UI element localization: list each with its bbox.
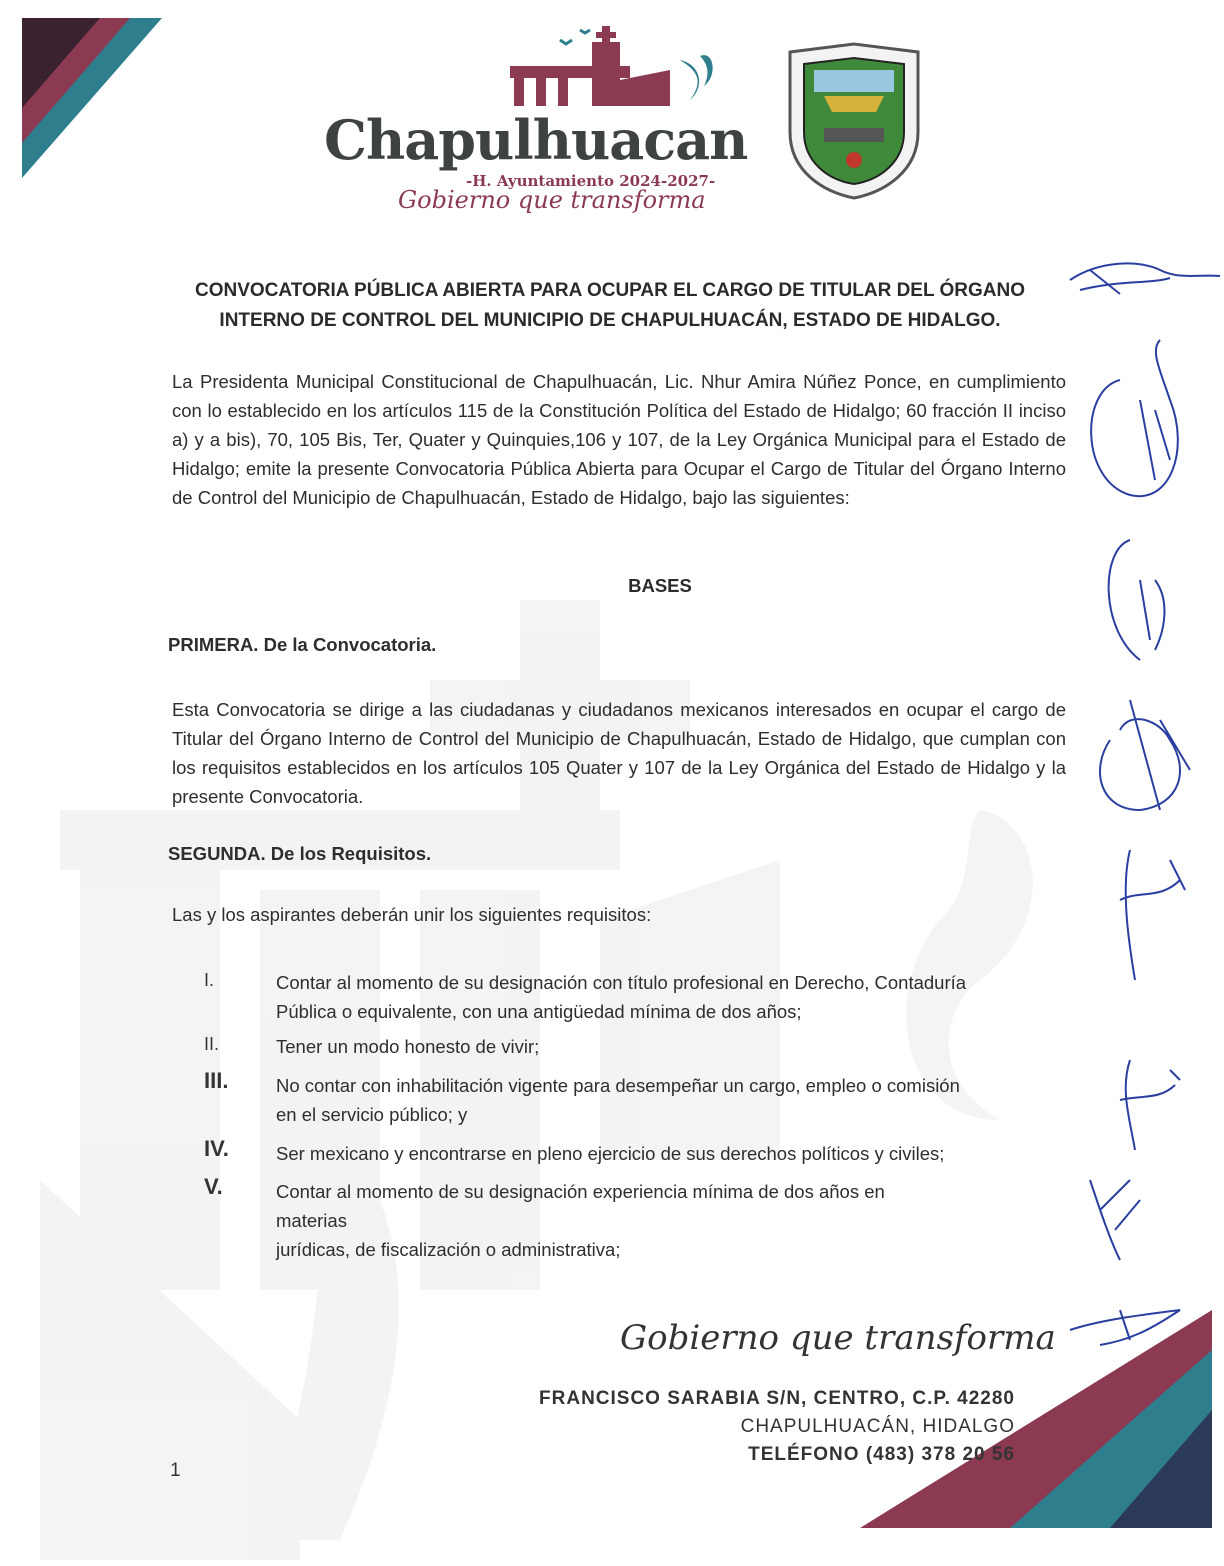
list-item-line: Contar al momento de su designación experiencia mínima de dos años en <box>276 1181 885 1202</box>
footer-slogan: Gobierno que transforma <box>620 1318 1056 1358</box>
list-item-line: Contar al momento de su designación con título profesional en Derecho, Contaduría <box>276 972 967 993</box>
list-item-line: materias <box>276 1210 347 1231</box>
margin-signatures <box>1060 250 1224 1370</box>
list-item-number: IV. <box>204 1136 229 1161</box>
list-item-number: III. <box>204 1068 229 1093</box>
list-item-number: II. <box>204 1034 220 1054</box>
list-item-line: Pública o equivalente, con una antigüedad mínima de dos años; <box>276 1001 802 1022</box>
title-line-2: INTERNO DE CONTROL DEL MUNICIPIO DE CHAPULHUACÁN, ESTADO DE HIDALGO. <box>219 310 1001 331</box>
list-item-text <box>276 1032 1068 1061</box>
page-number: 1 <box>170 1460 181 1481</box>
intro-paragraph: La Presidenta Municipal Constitucional de Chapulhuacán, Lic. Nhur Amira Núñez Ponce, en cumplimiento con lo establecido en los artículos 115 de la Constitución Política del Estado de Hidalgo; 60 fracción II inciso a) y a bis), 70, 105 Bis, Ter, Quater y Quinquies,106 y 107, de la Ley Orgánica Municipal para el Estado de Hidalgo; emite la presente Convocatoria Pública Abierta para Ocupar el Cargo de Titular del Órgano Interno de Control del Municipio de Chapulhuacán, Estado de Hidalgo, bajo las siguientes: <box>172 371 1066 508</box>
list-item-text <box>276 1177 1068 1264</box>
segunda-heading: SEGUNDA. De los Requisitos. <box>168 843 432 864</box>
list-item-line: No contar con inhabilitación vigente para desempeñar un cargo, empleo o comisión <box>276 1075 960 1096</box>
logo-name: Chapulhuacan <box>324 108 748 172</box>
logo-ayuntamiento: -H. Ayuntamiento 2024-2027- <box>466 172 716 190</box>
list-item-line: jurídicas, de fiscalización o administrativa; <box>276 1239 621 1260</box>
list-item-text <box>276 1071 1068 1129</box>
segunda-intro: Las y los aspirantes deberán unir los siguientes requisitos: <box>172 904 652 925</box>
footer-city: CHAPULHUACÁN, HIDALGO <box>740 1416 1015 1437</box>
footer-phone: TELÉFONO (483) 378 20 56 <box>748 1444 1015 1465</box>
list-item-number: I. <box>204 970 215 990</box>
list-item-line: Tener un modo honesto de vivir; <box>276 1036 540 1057</box>
footer-address: FRANCISCO SARABIA S/N, CENTRO, C.P. 42280 <box>539 1388 1015 1409</box>
list-item-line: en el servicio público; y <box>276 1104 468 1125</box>
logo-slogan: Gobierno que transforma <box>398 186 706 214</box>
bases-heading: BASES <box>628 575 692 596</box>
primera-heading: PRIMERA. De la Convocatoria. <box>168 634 437 655</box>
title-line-1: CONVOCATORIA PÚBLICA ABIERTA PARA OCUPAR EL CARGO DE TITULAR DEL ÓRGANO <box>194 280 1026 301</box>
list-item-line: Ser mexicano y encontrarse en pleno ejercicio de sus derechos políticos y civiles; <box>276 1143 945 1164</box>
list-item-number: V. <box>204 1174 223 1199</box>
list-item-text <box>276 1139 1068 1168</box>
list-item-text <box>276 968 1068 1026</box>
primera-paragraph: Esta Convocatoria se dirige a las ciudadanas y ciudadanos mexicanos interesados en ocupar el cargo de Titular del Órgano Interno de Control del Municipio de Chapulhuacán, Estado de Hidalgo, que cumplan con los requisitos establecidos en los artículos 105 Quater y 107 de la Ley Orgánica del Estado de Hidalgo y la presente Convocatoria. <box>172 699 1066 807</box>
